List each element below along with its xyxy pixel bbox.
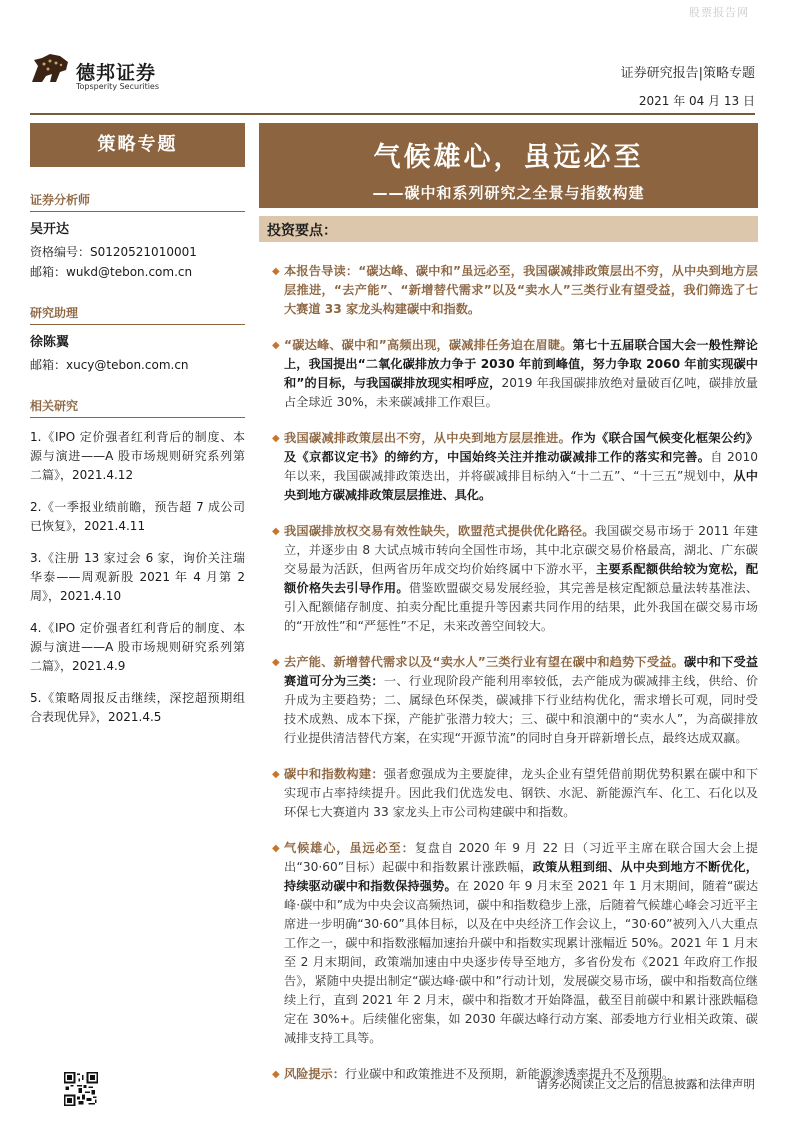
related-item[interactable]: 2.《一季报业绩前瞻，预告超 7 成公司已恢复》，2021.4.11 (30, 500, 245, 533)
bullet-icon: ◆ (272, 657, 280, 668)
footer-disclaimer: 请务必阅读正文之后的信息披露和法律声明 (536, 1077, 755, 1091)
bullet-icon: ◆ (272, 266, 280, 277)
analyst-email: 邮箱：wukd@tebon.com.cn (30, 265, 193, 279)
page-subtitle: ——碳中和系列研究之全景与指数构建 (372, 184, 645, 202)
bullet-icon: ◆ (272, 340, 280, 351)
report-type: 证券研究报告|策略专题 (620, 66, 755, 81)
list-item: ◆ 我国碳减排政策层出不穷，从中央到地方层层推进。作为《联合国气候变化框架公约》及《京都议定书》的缔约方，中国始终关注并推动碳减排工作的落实和完善。自 2010 年以来，我国碳减排政策迭出，并将碳减排目标纳入“十二五”、“十三五”规划中，从中央到地方碳减排政策层层推进、具化。 (272, 431, 759, 502)
assistant-heading: 研究助理 (30, 304, 245, 325)
header-divider (30, 113, 755, 115)
list-item: ◆ 气候雄心，虽远必至：复盘自 2020 年 9 月 22 日（习近平主席在联合国大会上提出“30·60”目标）起碳中和指数累计涨跌幅，政策从粗到细、从中央到地方不断优化，持续驱动碳中和指数保持强势。在 2020 年 9 月末至 2021 年 1 月末期间，随着“碳达峰·碳中和”成为中央会议高频热词，碳中和指数稳步上涨，后随着气候雄心峰会习近平主席进一步明确“30·60”具体目标，以及在中央经济工作会议上，“30·60”被列入八大重点工作之一，碳中和指数涨幅加速抬升碳中和指数实现累计涨幅近 50%。2021 年 1 月末至 2 月末期间，政策端加速由中央逐步传导至地方，多省份发布《2021 年政府工作报告》，紧随中央提出制定“碳达峰·碳中和”行动计划，发展碳交易市场，碳中和指数高位继续上行，直到 2021 年 2 月末，碳中和指数才开始降温，截至目前碳中和累计涨跌幅稳定在 30%+。后续催化密集，如 2030 年碳达峰行动方案、部委地方行业相关政策、碳减排支持工具等。 (272, 841, 759, 1045)
assistant-name: 徐陈翼 (30, 335, 70, 350)
assistant-email: 邮箱：xucy@tebon.com.cn (30, 358, 189, 372)
related-item[interactable]: 1.《IPO 定价强者红利背后的制度、本源与演进——A 股市场规则研究系列第二篇》，2021.4.12 (30, 430, 245, 482)
key-points-label: 投资要点： (267, 223, 337, 239)
related-list (30, 428, 245, 727)
related-heading: 相关研究 (30, 397, 245, 418)
key-points-list (272, 262, 758, 1101)
title-banner (259, 123, 758, 208)
related-item[interactable]: 3.《注册 13 家过会 6 家，询价关注瑞华泰——周观新股 2021 年 4 月第 2 周》，2021.4.10 (30, 551, 245, 603)
bullet-icon: ◆ (272, 526, 280, 537)
page-title: 气候雄心，虽远必至 (373, 142, 644, 173)
bullet-icon: ◆ (272, 1069, 280, 1080)
list-item: ◆ 去产能、新增替代需求以及“卖水人”三类行业有望在碳中和趋势下受益。碳中和下受益赛道可分为三类：一、行业现阶段产能利用率较低，去产能成为碳减排主线，供给、价升成为主要趋势；二、属绿色环保类，碳减排下行业结构优化，需求增长可观，同时受技术成熟、成本下探，产能扩张潜力较大；三、碳中和浪潮中的“卖水人”，为高碳排放行业提供清洁替代方案，在实现“开源节流”的同时自身开辟新增长点，最终达成双赢。 (272, 655, 759, 745)
related-item[interactable]: 5.《策略周报反击继续，深挖超预期组合表现优异》，2021.4.5 (30, 691, 245, 724)
sidebar (30, 123, 245, 740)
bullet-icon: ◆ (272, 769, 280, 780)
analyst-name: 吴开达 (30, 222, 70, 237)
bullet-icon: ◆ (272, 843, 280, 854)
watermark: 股票报告网 (689, 6, 749, 19)
analyst-cert: 资格编号：S0120521010001 (30, 245, 197, 259)
list-item: ◆ “碳达峰、碳中和”高频出现，碳减排任务迫在眉睫。第七十五届联合国大会一般性辩论上，我国提出“二氧化碳排放力争于 2030 年前到峰值，努力争取 2060 年前实现碳中和”的目标，与我国碳排放现实相呼应，2019 年我国碳排放绝对量破百亿吨，碳排放量占全球近 30%，未来碳减排工作艰巨。 (272, 338, 758, 409)
bullet-icon: ◆ (272, 433, 280, 444)
leopard-logo-icon (30, 52, 70, 86)
report-date: 2021 年 04 月 13 日 (638, 94, 755, 108)
qr-code-icon (64, 1072, 98, 1106)
related-item[interactable]: 4.《IPO 定价强者红利背后的制度、本源与演进——A 股市场规则研究系列第二篇》，2021.4.9 (30, 621, 245, 673)
analyst-heading: 证券分析师 (30, 191, 245, 212)
list-item: ◆ 风险提示：行业碳中和政策推进不及预期，新能源渗透率提升不及预期。 (272, 1065, 758, 1084)
list-item: ◆ 碳中和指数构建：强者愈强成为主要旋律，龙头企业有望凭借前期优势积累在碳中和下实现市占率持续提升。因此我们优选发电、钢铁、水泥、新能源汽车、化工、石化以及环保七大赛道内 33 家龙头上市公司构建碳中和指数。 (272, 767, 759, 819)
list-item: ◆ 本报告导读：“碳达峰、碳中和”虽远必至，我国碳减排政策层出不穷，从中央到地方层层推进，“去产能”、“新增替代需求”以及“卖水人”三类行业有望受益，我们筛选了七大赛道 33 家龙头构建碳中和指数。 (272, 264, 758, 316)
section-tab: 策略专题 (30, 123, 245, 167)
brand-name: 德邦证券 (76, 62, 157, 84)
list-item: ◆ 我国碳排放权交易有效性缺失，欧盟范式提供优化路径。我国碳交易市场于 2011 年建立，并逐步由 8 大试点城市转向全国性市场，其中北京碳交易价格最高，湖北、广东碳交易最为活跃，但两省历年成交均价始终属中下游水平，主要系配额供给较为宽松，配额价格失去引导作用。借鉴欧盟碳交易发展经验，其完善是核定配额总量法转基准法、引入配额储存制度、拍卖分配比重提升等因素共同作用的结果，此外我国在碳交易市场的“开放性”和“严惩性”不足，未来改善空间较大。 (272, 524, 759, 633)
brand-english-name: Topsperity Securities (76, 82, 160, 91)
